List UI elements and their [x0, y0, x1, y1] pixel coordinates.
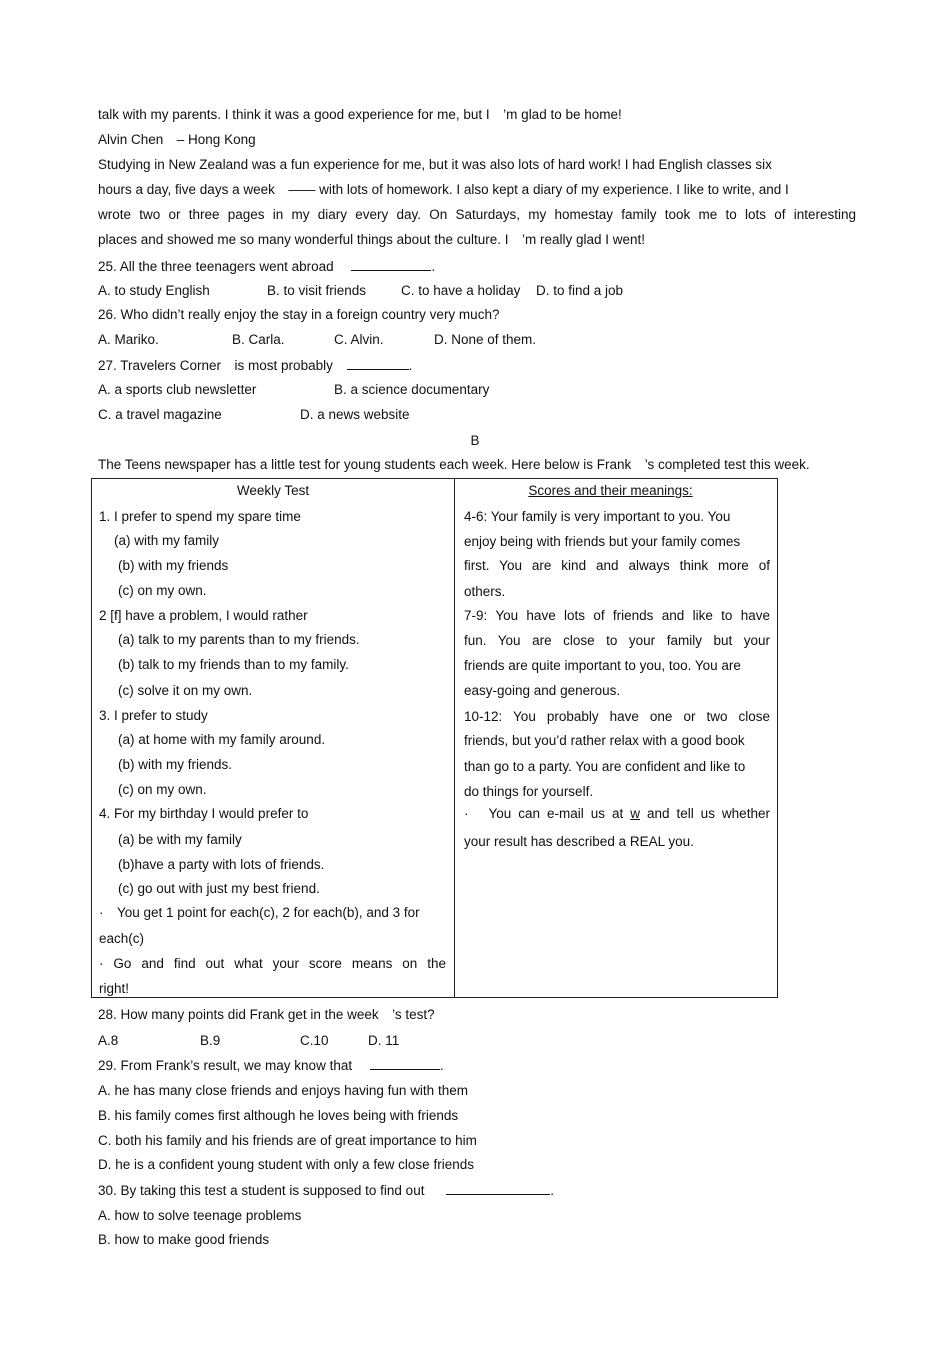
test-option: (b)have a party with lots of friends.	[118, 857, 325, 872]
test-option: (b) with my friends	[118, 558, 229, 573]
option-a[interactable]: A. how to solve teenage problems	[98, 1208, 302, 1223]
test-option: (c) solve it on my own.	[118, 683, 253, 698]
question-stem: 30. By taking this test a student is supposed to find out	[98, 1183, 425, 1198]
section-intro: The Teens newspaper has a little test for young students each week. Here below is Frank ’s completed test this week.	[98, 457, 810, 472]
option-d[interactable]: D. None of them.	[434, 332, 537, 347]
option-b[interactable]: B. his family comes first although he loves being with friends	[98, 1108, 459, 1123]
test-option: (c) on my own.	[118, 782, 207, 797]
passage-line: hours a day, five days a week —— with lots of homework. I also kept a diary of my experience. I like to write, and I	[98, 182, 789, 197]
score-meaning: friends are quite important to you, too. You are	[464, 658, 741, 673]
option-b[interactable]: B.9	[200, 1033, 221, 1048]
score-meaning: 4-6: Your family is very important to you. You	[464, 509, 731, 524]
option-d[interactable]: D. to find a job	[536, 283, 624, 298]
score-meaning: others.	[464, 584, 506, 599]
passage-line: places and showed me so many wonderful things about the culture. I ’m really glad I went!	[98, 232, 646, 247]
test-option: (c) go out with just my best friend.	[118, 881, 320, 896]
option-a[interactable]: A. he has many close friends and enjoys having fun with them	[98, 1083, 468, 1098]
option-c[interactable]: C. Alvin.	[334, 332, 384, 347]
passage-line: talk with my parents. I think it was a good experience for me, but I ’m glad to be home!	[98, 107, 622, 122]
passage-line: wrote two or three pages in my diary every day. On Saturdays, my homestay family took me to lots of interesting	[98, 207, 856, 222]
test-option: (a) with my family	[114, 533, 220, 548]
section-label: B	[470, 433, 480, 448]
option-c[interactable]: C. to have a holiday	[401, 283, 521, 298]
score-meaning: friends, but you’d rather relax with a good book	[464, 733, 745, 748]
option-d[interactable]: D. 11	[368, 1033, 400, 1048]
question-stem: 29. From Frank’s result, we may know that	[98, 1058, 353, 1073]
option-d[interactable]: D. a news website	[300, 407, 410, 422]
question-25: 25. All the three teenagers went abroad .	[98, 259, 436, 274]
score-meaning: do things for yourself.	[464, 784, 594, 799]
option-d[interactable]: D. he is a confident young student with only a few close friends	[98, 1157, 474, 1172]
answer-blank[interactable]	[351, 257, 431, 271]
scoring-note: · You get 1 point for each(c), 2 for each(b), and 3 for	[99, 905, 420, 920]
option-a[interactable]: A.8	[98, 1033, 119, 1048]
answer-blank[interactable]	[446, 1181, 550, 1195]
scoring-note: right!	[99, 981, 130, 996]
scoring-note: each(c)	[99, 931, 145, 946]
option-b[interactable]: B. a science documentary	[334, 382, 490, 397]
question-29: 29. From Frank’s result, we may know that .	[98, 1058, 444, 1073]
option-b[interactable]: B. to visit friends	[267, 283, 367, 298]
test-question: 2 [f] have a problem, I would rather	[99, 608, 308, 623]
question-stem: 25. All the three teenagers went abroad	[98, 259, 334, 274]
score-meaning: enjoy being with friends but your family comes	[464, 534, 741, 549]
passage-author: Alvin Chen – Hong Kong	[98, 132, 256, 147]
test-question: 1. I prefer to spend my spare time	[99, 509, 301, 524]
option-a[interactable]: A. Mariko.	[98, 332, 159, 347]
option-a[interactable]: A. to study English	[98, 283, 210, 298]
test-option: (a) talk to my parents than to my friends.	[118, 632, 360, 647]
test-option: (b) talk to my friends than to my family.	[118, 657, 349, 672]
test-option: (b) with my friends.	[118, 757, 233, 772]
email-note: your result has described a REAL you.	[464, 834, 694, 849]
right-column-title: Scores and their meanings:	[528, 483, 693, 498]
question-28: 28. How many points did Frank get in the week ’s test?	[98, 1007, 435, 1022]
test-option: (c) on my own.	[118, 583, 207, 598]
option-c[interactable]: C.10	[300, 1033, 329, 1048]
passage-line: Studying in New Zealand was a fun experience for me, but it was also lots of hard work! I had English classes six	[98, 157, 772, 172]
left-column-title: Weekly Test	[236, 483, 310, 498]
option-c[interactable]: C. both his family and his friends are of great importance to him	[98, 1133, 477, 1148]
score-meaning: 10-12: You probably have one or two close	[464, 709, 770, 724]
option-b[interactable]: B. how to make good friends	[98, 1232, 270, 1247]
option-b[interactable]: B. Carla.	[232, 332, 285, 347]
question-27: 27. Travelers Corner is most probably .	[98, 358, 413, 373]
test-question: 4. For my birthday I would prefer to	[99, 806, 309, 821]
scoring-note: · Go and find out what your score means on the	[99, 956, 446, 971]
column-divider	[454, 479, 455, 997]
email-address-link[interactable]: w	[630, 806, 640, 821]
score-meaning: first. You are kind and always think more of	[464, 558, 770, 573]
answer-blank[interactable]	[347, 356, 409, 370]
score-meaning: fun. You are close to your family but your	[464, 633, 770, 648]
question-30: 30. By taking this test a student is supposed to find out .	[98, 1183, 554, 1198]
score-meaning: 7-9: You have lots of friends and like to have	[464, 608, 770, 623]
email-note: · You can e-mail us at w and tell us whether	[464, 806, 770, 821]
weekly-test-table	[91, 478, 778, 998]
score-meaning: than go to a party. You are confident and like to	[464, 759, 746, 774]
test-option: (a) at home with my family around.	[118, 732, 326, 747]
test-option: (a) be with my family	[118, 832, 242, 847]
question-stem: 27. Travelers Corner is most probably	[98, 358, 333, 373]
test-question: 3. I prefer to study	[99, 708, 208, 723]
option-c[interactable]: C. a travel magazine	[98, 407, 222, 422]
question-26: 26. Who didn’t really enjoy the stay in a foreign country very much?	[98, 307, 500, 322]
score-meaning: easy-going and generous.	[464, 683, 621, 698]
option-a[interactable]: A. a sports club newsletter	[98, 382, 257, 397]
answer-blank[interactable]	[370, 1056, 440, 1070]
